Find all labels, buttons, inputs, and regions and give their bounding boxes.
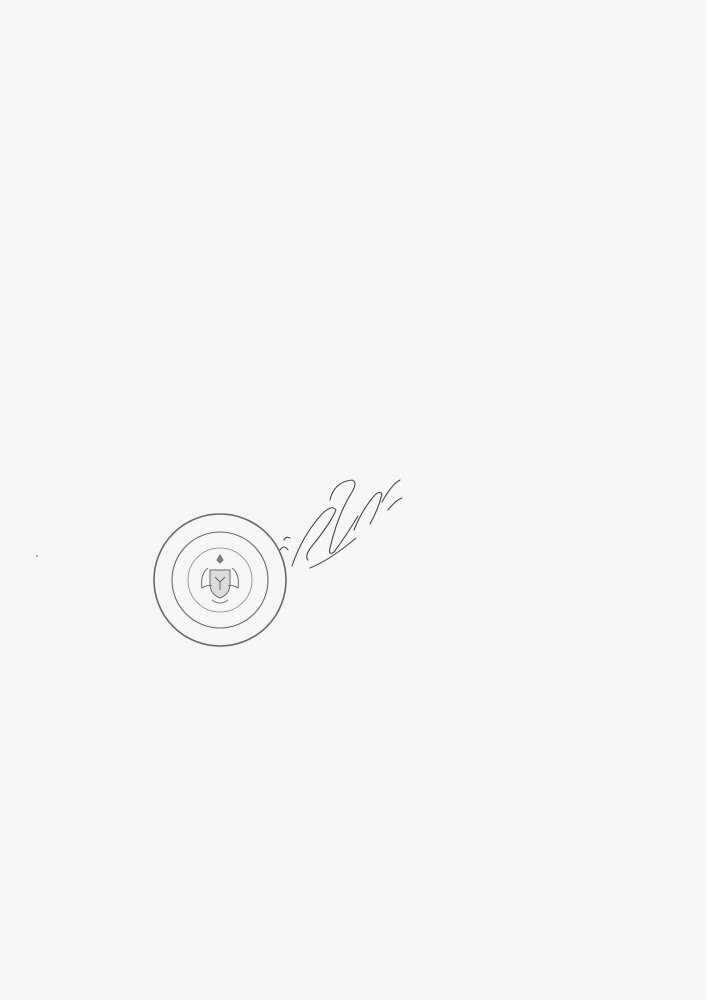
- handwritten-signature: [270, 470, 430, 580]
- scan-speck: [36, 555, 38, 557]
- official-seal: [150, 510, 290, 650]
